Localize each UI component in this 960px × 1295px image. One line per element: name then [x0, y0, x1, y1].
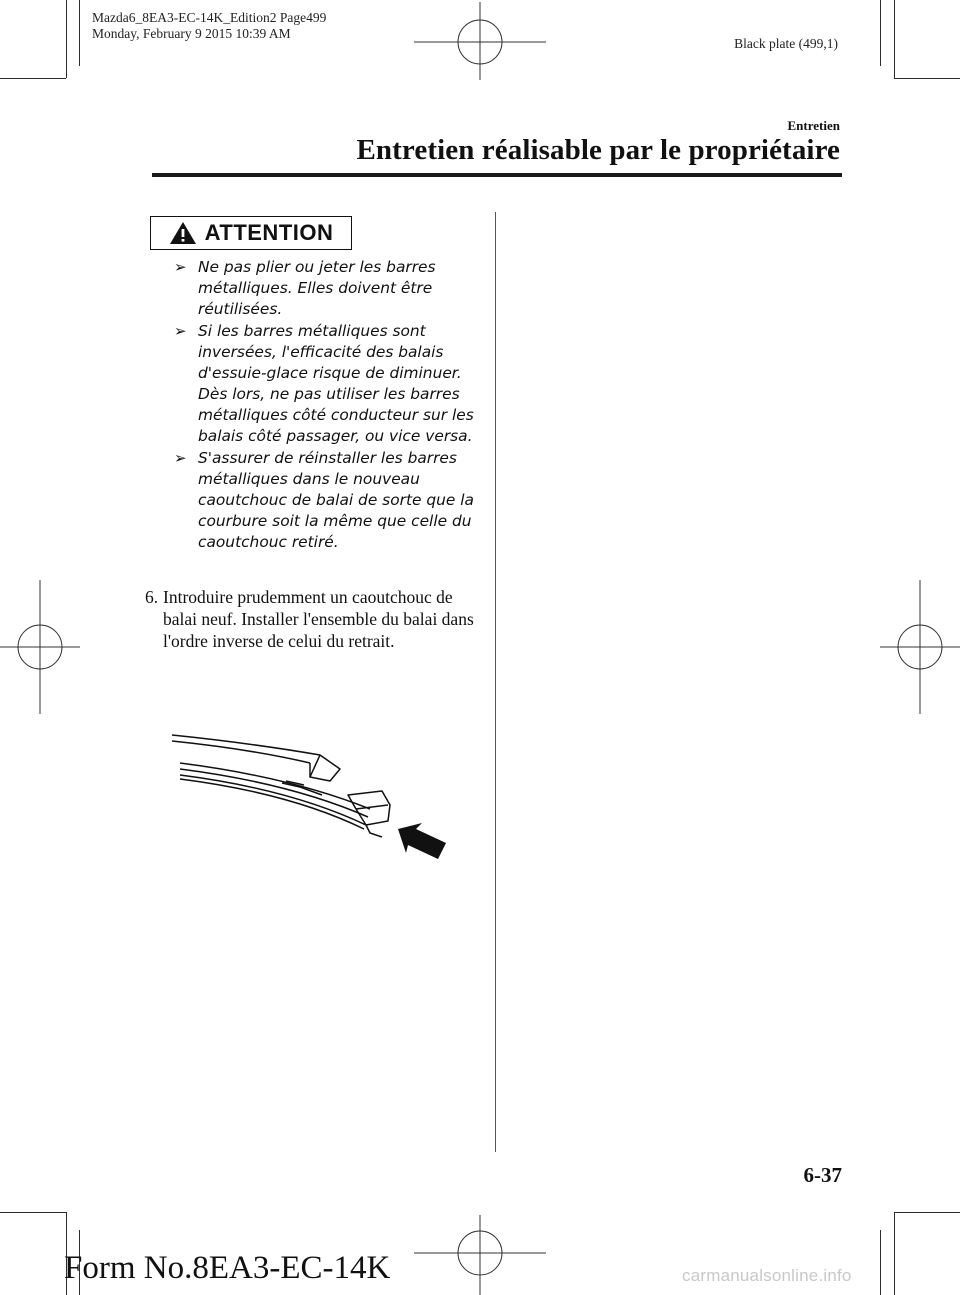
section-label: Entretien [787, 118, 840, 133]
title-rule [152, 173, 842, 177]
print-job-line1: Mazda6_8EA3-EC-14K_Edition2 Page499 [92, 10, 327, 25]
attention-item-text: S'assurer de réinstaller les barres métalliques dans le nouveau caoutchouc de balai de sorte que la courbure soit la même que celle du caoutchouc retiré. [198, 449, 474, 551]
wiper-blade-illustration [170, 725, 460, 870]
page-number: 6-37 [803, 1163, 842, 1187]
list-item [174, 257, 474, 320]
step-text: Introduire prudemment un caoutchouc de balai neuf. Installer l'ensemble du balai dans l'ordre inverse de celui du retrait. [163, 587, 474, 651]
registration-mark-right [880, 580, 960, 714]
warning-icon [169, 221, 197, 245]
arrow-bullet-icon: ➢ [174, 449, 187, 467]
registration-mark-left [0, 580, 80, 714]
print-job-line2: Monday, February 9 2015 10:39 AM [92, 26, 291, 41]
step-6 [145, 586, 485, 652]
insert-arrow-icon [398, 823, 446, 859]
registration-mark-top [414, 2, 546, 80]
step-number: 6. [145, 587, 159, 607]
page-title: Entretien réalisable par le propriétaire [356, 134, 840, 166]
registration-mark-bottom [414, 1215, 546, 1295]
plate-info: Black plate (499,1) [734, 36, 838, 51]
attention-label: ATTENTION [204, 220, 334, 245]
attention-banner [150, 216, 352, 250]
arrow-bullet-icon: ➢ [174, 258, 187, 276]
attention-item-text: Si les barres métalliques sont inversées, l'efficacité des balais d'essuie-glace risque de diminuer. Dès lors, ne pas utiliser les barres métalliques côté conducteur sur les balais côté passager, ou vice versa. [198, 322, 474, 445]
attention-list [174, 257, 474, 554]
attention-item-text: Ne pas plier ou jeter les barres métalliques. Elles doivent être réutilisées. [198, 258, 436, 318]
watermark-text: carmanualsonline.info [682, 1266, 852, 1285]
list-item [174, 321, 474, 447]
arrow-bullet-icon: ➢ [174, 322, 187, 340]
form-number: Form No.8EA3-EC-14K [64, 1250, 391, 1286]
print-job-info [92, 10, 326, 42]
list-item [174, 448, 474, 553]
